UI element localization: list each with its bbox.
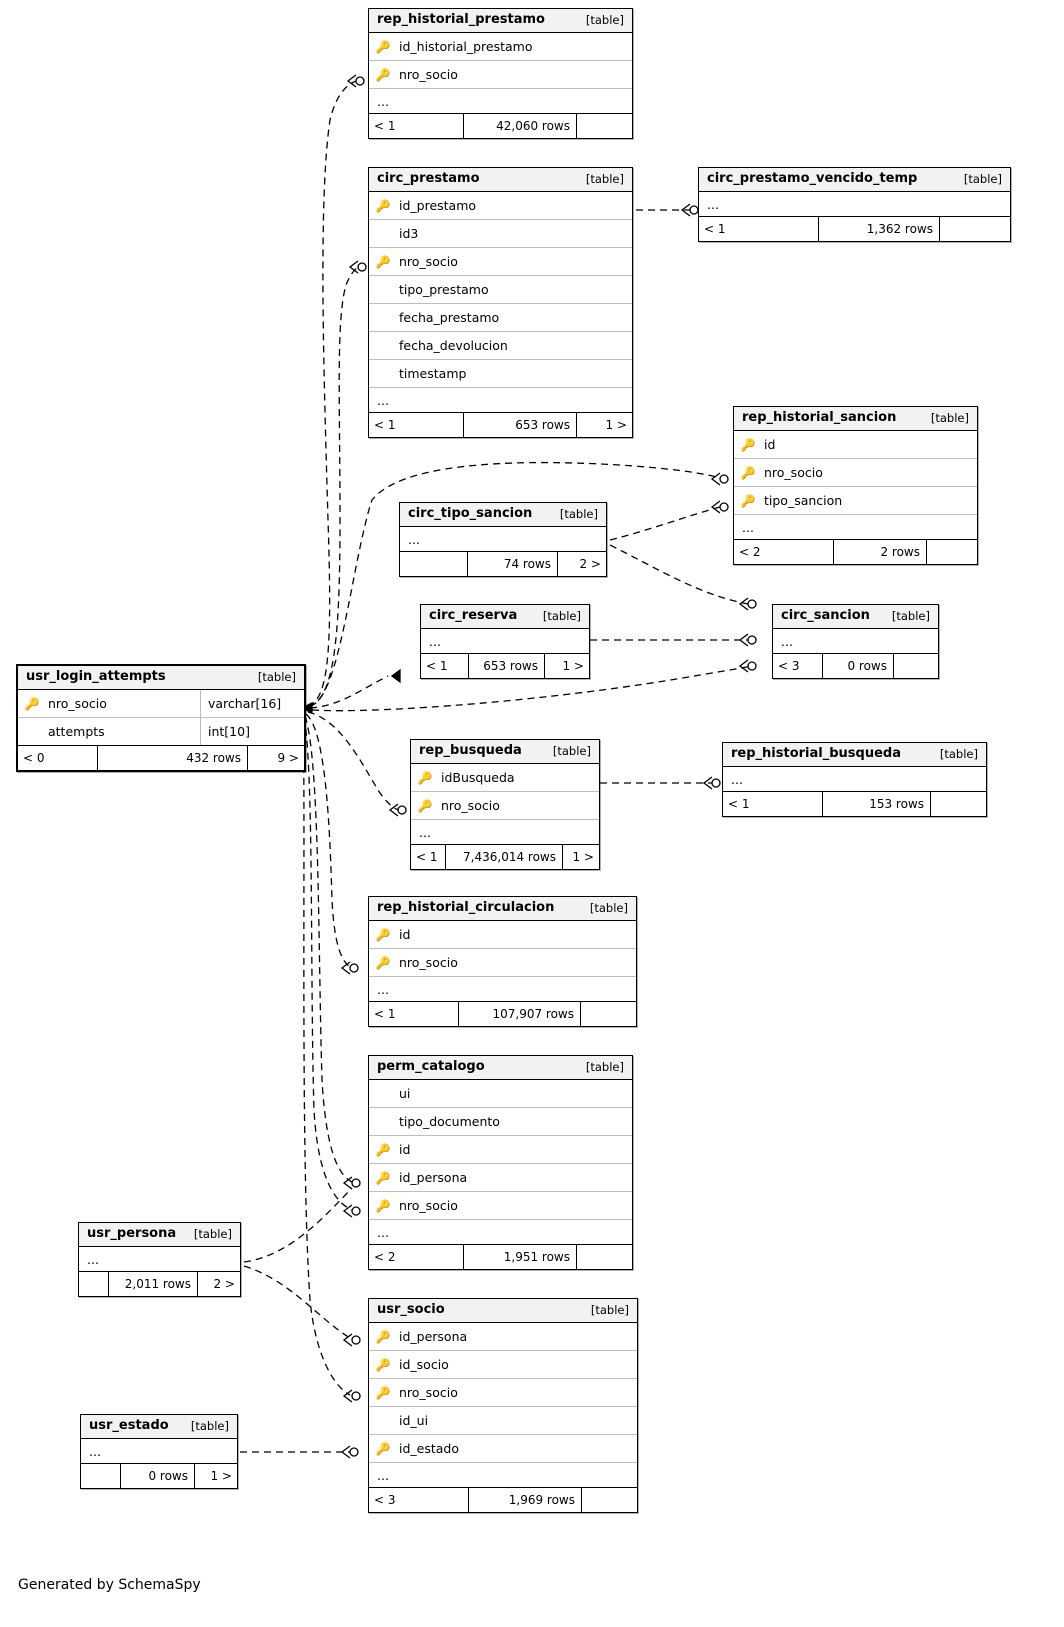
footer-rows: 1,951 rows bbox=[464, 1245, 577, 1269]
more-columns-indicator: ... bbox=[369, 1220, 632, 1245]
table-usr_login_attempts[interactable] bbox=[16, 664, 306, 772]
table-name: circ_reserva bbox=[429, 608, 518, 623]
column-row bbox=[369, 1351, 637, 1379]
foreign-key-icon: 🔑 bbox=[740, 465, 756, 480]
column-row bbox=[18, 718, 304, 746]
column-row bbox=[369, 1435, 637, 1463]
footer-parents bbox=[79, 1272, 109, 1296]
table-name: perm_catalogo bbox=[377, 1059, 485, 1074]
foreign-key-icon: 🔑 bbox=[375, 1441, 391, 1456]
table-tag: [table] bbox=[930, 411, 969, 425]
table-name: usr_persona bbox=[87, 1226, 177, 1241]
footer-parents: < 1 bbox=[411, 845, 446, 869]
table-title bbox=[369, 9, 632, 33]
column-row bbox=[369, 220, 632, 248]
footer-rows: 1,969 rows bbox=[469, 1488, 582, 1512]
footer-rows: 2,011 rows bbox=[109, 1272, 198, 1296]
column-name: fecha_prestamo bbox=[399, 310, 500, 325]
footer-children bbox=[894, 654, 938, 678]
footer-children bbox=[931, 792, 986, 816]
column-name: id bbox=[764, 437, 776, 452]
column-name: id3 bbox=[399, 226, 419, 241]
more-columns-indicator: ... bbox=[369, 388, 632, 413]
more-columns-indicator: ... bbox=[79, 1247, 240, 1272]
table-title bbox=[18, 666, 304, 690]
column-row bbox=[369, 1379, 637, 1407]
table-tag: [table] bbox=[590, 1303, 629, 1317]
column-row bbox=[734, 459, 977, 487]
table-tag: [table] bbox=[559, 507, 598, 521]
footer-rows: 653 rows bbox=[469, 654, 545, 678]
foreign-key-icon: 🔑 bbox=[375, 1198, 391, 1213]
table-footer bbox=[723, 792, 986, 816]
table-footer bbox=[734, 540, 977, 564]
column-name: id bbox=[399, 1142, 411, 1157]
footer-rows: 1,362 rows bbox=[819, 217, 940, 241]
footer-rows: 74 rows bbox=[468, 552, 558, 576]
column-name: nro_socio bbox=[399, 955, 458, 970]
table-rep_historial_circulacion[interactable] bbox=[368, 896, 637, 1027]
column-name: id_socio bbox=[399, 1357, 449, 1372]
column-name: id_persona bbox=[399, 1329, 468, 1344]
table-tag: [table] bbox=[963, 172, 1002, 186]
table-tag: [table] bbox=[589, 901, 628, 915]
primary-key-icon: 🔑 bbox=[24, 696, 40, 711]
column-row bbox=[369, 61, 632, 89]
column-name: nro_socio bbox=[441, 798, 500, 813]
column-row bbox=[369, 1164, 632, 1192]
column-name: id_estado bbox=[399, 1441, 460, 1456]
footer-children bbox=[577, 114, 632, 138]
footer-parents: < 1 bbox=[421, 654, 469, 678]
more-columns-indicator: ... bbox=[773, 629, 938, 654]
column-name: tipo_prestamo bbox=[399, 282, 489, 297]
footer-parents: < 3 bbox=[773, 654, 823, 678]
table-name: circ_prestamo_vencido_temp bbox=[707, 171, 918, 186]
table-rep_historial_prestamo[interactable] bbox=[368, 8, 633, 139]
footer-parents: < 3 bbox=[369, 1488, 469, 1512]
table-name: circ_tipo_sancion bbox=[408, 506, 533, 521]
column-row bbox=[369, 1192, 632, 1220]
column-name: nro_socio bbox=[399, 254, 458, 269]
more-columns-indicator: ... bbox=[400, 527, 606, 552]
footer-children: 2 > bbox=[213, 1277, 235, 1291]
table-footer bbox=[369, 114, 632, 138]
footer-children bbox=[581, 1002, 636, 1026]
table-name: rep_busqueda bbox=[419, 743, 522, 758]
table-footer bbox=[18, 746, 304, 770]
table-title bbox=[369, 168, 632, 192]
table-name: usr_estado bbox=[89, 1418, 169, 1433]
column-row bbox=[369, 332, 632, 360]
foreign-key-icon: 🔑 bbox=[417, 798, 433, 813]
table-name: usr_login_attempts bbox=[26, 669, 166, 684]
table-title bbox=[734, 407, 977, 431]
column-name: nro_socio bbox=[48, 696, 107, 711]
foreign-key-icon: 🔑 bbox=[375, 955, 391, 970]
table-tag: [table] bbox=[190, 1419, 229, 1433]
column-row bbox=[369, 1323, 637, 1351]
table-name: circ_prestamo bbox=[377, 171, 480, 186]
table-footer bbox=[421, 654, 589, 678]
column-row bbox=[369, 921, 636, 949]
table-rep_historial_busqueda[interactable] bbox=[722, 742, 987, 817]
footer-rows: 2 rows bbox=[834, 540, 927, 564]
column-name: id_prestamo bbox=[399, 198, 477, 213]
column-name: nro_socio bbox=[764, 465, 823, 480]
table-name: rep_historial_sancion bbox=[742, 410, 897, 425]
column-name: tipo_sancion bbox=[764, 493, 843, 508]
footer-parents: < 2 bbox=[734, 540, 834, 564]
table-title bbox=[81, 1415, 237, 1439]
foreign-key-icon: 🔑 bbox=[375, 1329, 391, 1344]
table-title bbox=[79, 1223, 240, 1247]
footer-rows: 153 rows bbox=[823, 792, 931, 816]
table-title bbox=[723, 743, 986, 767]
primary-key-icon: 🔑 bbox=[375, 927, 391, 942]
table-footer bbox=[369, 413, 632, 437]
table-circ_prestamo[interactable] bbox=[368, 167, 633, 438]
footer-children: 1 > bbox=[562, 659, 584, 673]
table-tag: [table] bbox=[585, 13, 624, 27]
footer-rows: 0 rows bbox=[823, 654, 894, 678]
primary-key-icon: 🔑 bbox=[417, 770, 433, 785]
table-tag: [table] bbox=[585, 172, 624, 186]
column-name: idBusqueda bbox=[441, 770, 515, 785]
foreign-key-icon: 🔑 bbox=[740, 493, 756, 508]
foreign-key-icon: 🔑 bbox=[375, 67, 391, 82]
column-row bbox=[411, 764, 599, 792]
table-footer bbox=[369, 1245, 632, 1269]
table-title bbox=[773, 605, 938, 629]
footer-parents: < 2 bbox=[369, 1245, 464, 1269]
table-title bbox=[411, 740, 599, 764]
more-columns-indicator: ... bbox=[734, 515, 977, 540]
table-name: rep_historial_circulacion bbox=[377, 900, 555, 915]
column-name: timestamp bbox=[399, 366, 467, 381]
more-columns-indicator: ... bbox=[81, 1439, 237, 1464]
footer-children: 1 > bbox=[210, 1469, 232, 1483]
table-footer bbox=[369, 1002, 636, 1026]
more-columns-indicator: ... bbox=[369, 1463, 637, 1488]
primary-key-icon: 🔑 bbox=[375, 39, 391, 54]
column-row bbox=[369, 949, 636, 977]
column-row bbox=[369, 33, 632, 61]
column-row bbox=[734, 487, 977, 515]
generated-by-label: Generated by SchemaSpy bbox=[18, 1577, 201, 1593]
table-title bbox=[421, 605, 589, 629]
footer-children: 1 > bbox=[605, 418, 627, 432]
footer-children bbox=[927, 540, 977, 564]
more-columns-indicator: ... bbox=[723, 767, 986, 792]
column-row bbox=[369, 1407, 637, 1435]
primary-key-icon: 🔑 bbox=[375, 1142, 391, 1157]
foreign-key-icon: 🔑 bbox=[375, 254, 391, 269]
table-usr_persona[interactable] bbox=[78, 1222, 241, 1297]
table-footer bbox=[699, 217, 1010, 241]
column-type: int[10] bbox=[200, 718, 298, 745]
footer-children: 2 > bbox=[579, 557, 601, 571]
table-title bbox=[369, 1056, 632, 1080]
column-name: ui bbox=[399, 1086, 411, 1101]
footer-children bbox=[582, 1488, 637, 1512]
table-tag: [table] bbox=[552, 744, 591, 758]
table-title bbox=[369, 897, 636, 921]
column-row bbox=[18, 690, 304, 718]
column-row bbox=[369, 1080, 632, 1108]
table-usr_estado[interactable] bbox=[80, 1414, 238, 1489]
table-name: usr_socio bbox=[377, 1302, 445, 1317]
table-title bbox=[400, 503, 606, 527]
footer-parents: < 0 bbox=[18, 746, 98, 770]
column-name: nro_socio bbox=[399, 1198, 458, 1213]
column-row bbox=[369, 248, 632, 276]
table-title bbox=[699, 168, 1010, 192]
more-columns-indicator: ... bbox=[699, 192, 1010, 217]
column-row bbox=[369, 304, 632, 332]
table-name: circ_sancion bbox=[781, 608, 870, 623]
table-circ_sancion[interactable] bbox=[772, 604, 939, 679]
footer-rows: 0 rows bbox=[121, 1464, 195, 1488]
column-row bbox=[369, 1108, 632, 1136]
table-tag: [table] bbox=[193, 1227, 232, 1241]
footer-parents: < 1 bbox=[369, 1002, 459, 1026]
footer-parents bbox=[81, 1464, 121, 1488]
footer-rows: 107,907 rows bbox=[459, 1002, 581, 1026]
column-name: tipo_documento bbox=[399, 1114, 500, 1129]
table-footer bbox=[411, 845, 599, 869]
footer-rows: 653 rows bbox=[464, 413, 577, 437]
table-footer bbox=[369, 1488, 637, 1512]
footer-children: 9 > bbox=[277, 751, 299, 765]
table-title bbox=[369, 1299, 637, 1323]
table-footer bbox=[400, 552, 606, 576]
footer-parents: < 1 bbox=[699, 217, 819, 241]
table-rep_busqueda[interactable] bbox=[410, 739, 600, 870]
footer-rows: 7,436,014 rows bbox=[446, 845, 563, 869]
primary-key-icon: 🔑 bbox=[375, 1357, 391, 1372]
column-name: attempts bbox=[48, 724, 105, 739]
table-usr_socio[interactable] bbox=[368, 1298, 638, 1513]
column-name: id_persona bbox=[399, 1170, 468, 1185]
column-type: varchar[16] bbox=[200, 690, 298, 717]
table-circ_tipo_sancion[interactable] bbox=[399, 502, 607, 577]
more-columns-indicator: ... bbox=[411, 820, 599, 845]
column-name: id_historial_prestamo bbox=[399, 39, 533, 54]
table-tag: [table] bbox=[585, 1060, 624, 1074]
column-row bbox=[734, 431, 977, 459]
column-name: fecha_devolucion bbox=[399, 338, 508, 353]
table-tag: [table] bbox=[891, 609, 930, 623]
table-footer bbox=[773, 654, 938, 678]
primary-key-icon: 🔑 bbox=[740, 437, 756, 452]
table-rep_historial_sancion[interactable] bbox=[733, 406, 978, 565]
column-row bbox=[411, 792, 599, 820]
column-name: id bbox=[399, 927, 411, 942]
table-tag: [table] bbox=[939, 747, 978, 761]
footer-parents: < 1 bbox=[723, 792, 823, 816]
footer-rows: 432 rows bbox=[98, 746, 248, 770]
footer-children: 1 > bbox=[572, 850, 594, 864]
table-footer bbox=[79, 1272, 240, 1296]
column-row bbox=[369, 192, 632, 220]
footer-parents: < 1 bbox=[369, 413, 464, 437]
footer-parents bbox=[400, 552, 468, 576]
more-columns-indicator: ... bbox=[421, 629, 589, 654]
column-row bbox=[369, 1136, 632, 1164]
column-name: id_ui bbox=[399, 1413, 429, 1428]
column-name: nro_socio bbox=[399, 1385, 458, 1400]
foreign-key-icon: 🔑 bbox=[375, 1170, 391, 1185]
primary-key-icon: 🔑 bbox=[375, 198, 391, 213]
footer-children bbox=[577, 1245, 632, 1269]
table-perm_catalogo[interactable] bbox=[368, 1055, 633, 1270]
table-name: rep_historial_prestamo bbox=[377, 12, 545, 27]
column-name: nro_socio bbox=[399, 67, 458, 82]
footer-parents: < 1 bbox=[369, 114, 464, 138]
column-row bbox=[369, 360, 632, 388]
table-tag: [table] bbox=[542, 609, 581, 623]
column-row bbox=[369, 276, 632, 304]
table-circ_reserva[interactable] bbox=[420, 604, 590, 679]
more-columns-indicator: ... bbox=[369, 977, 636, 1002]
table-tag: [table] bbox=[257, 670, 296, 684]
footer-children bbox=[940, 217, 1010, 241]
table-circ_prestamo_vencido_temp[interactable] bbox=[698, 167, 1011, 242]
table-name: rep_historial_busqueda bbox=[731, 746, 901, 761]
foreign-key-icon: 🔑 bbox=[375, 1385, 391, 1400]
footer-rows: 42,060 rows bbox=[464, 114, 577, 138]
table-footer bbox=[81, 1464, 237, 1488]
more-columns-indicator: ... bbox=[369, 89, 632, 114]
